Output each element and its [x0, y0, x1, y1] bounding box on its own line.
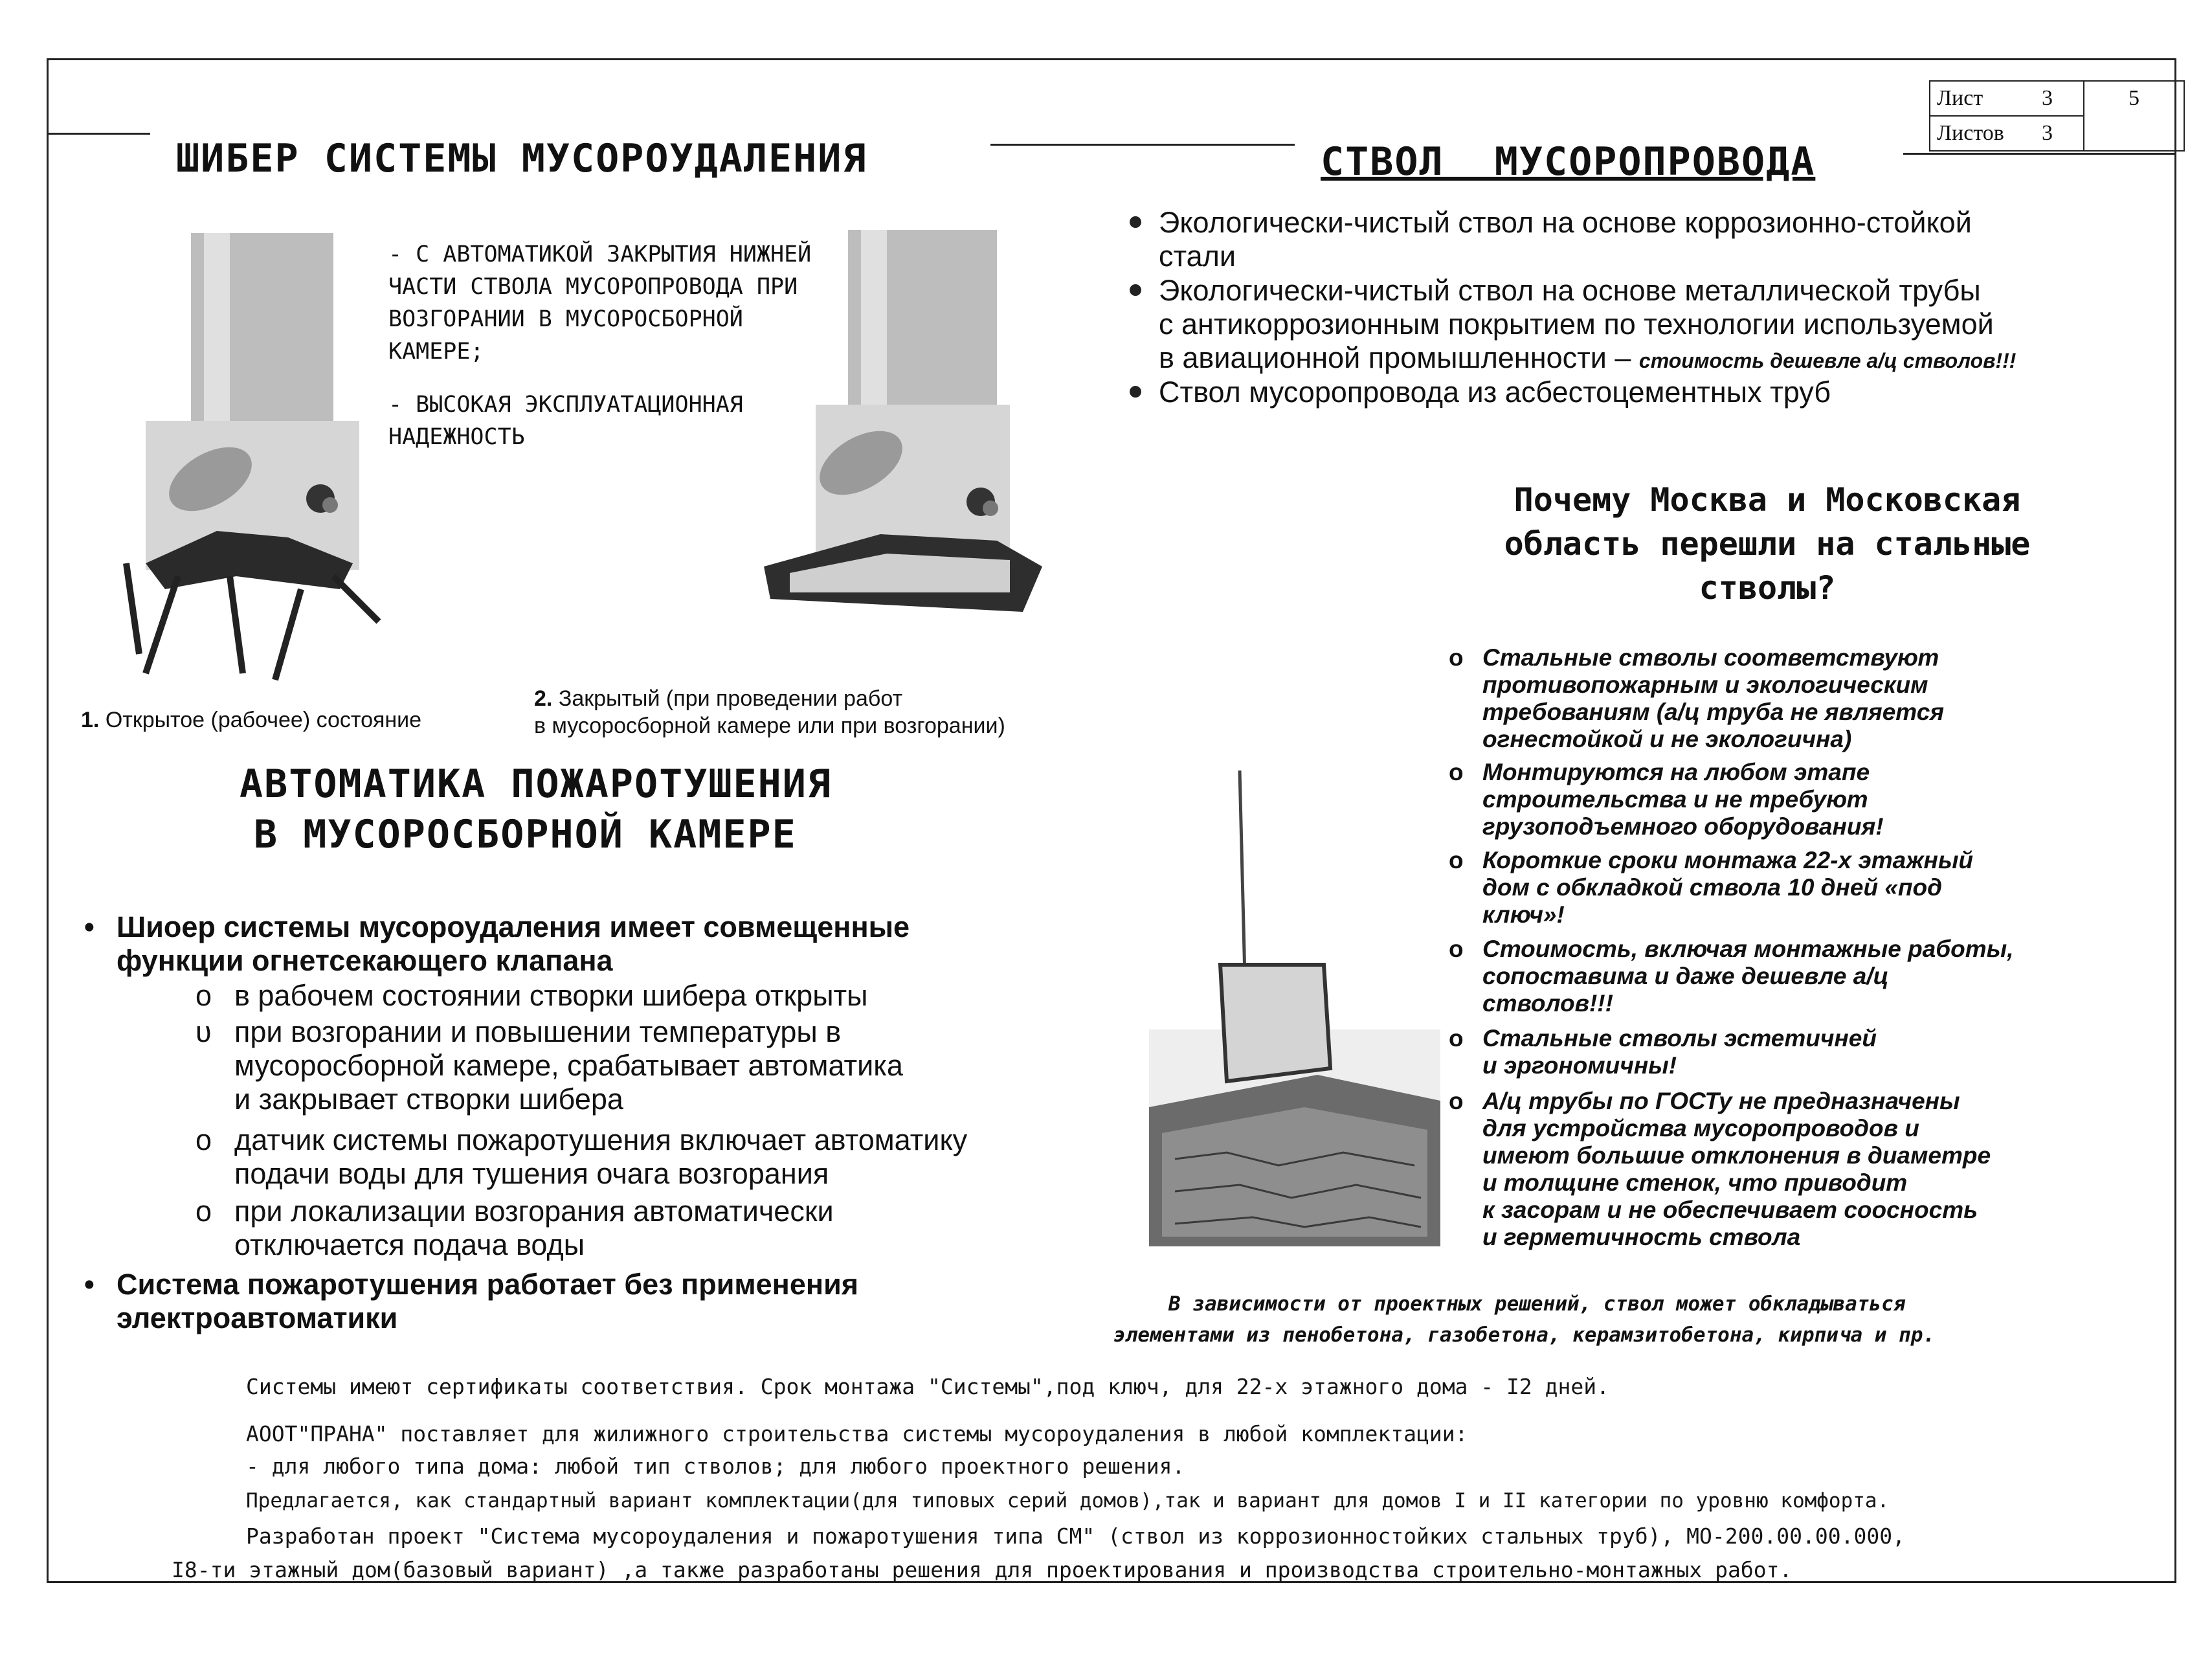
shiber-closed-photo — [751, 230, 1055, 618]
trunk-photo — [1149, 770, 1440, 1246]
sub-item-localize: o при локализации возгорания автоматически отключается подача воды — [196, 1195, 834, 1261]
question-heading: Почему Москва и Московская область перешли на стальные стволы? — [1504, 481, 2031, 607]
trunk-bullet-3: Ствол мусоропровода из асбестоцементных труб — [1130, 376, 2101, 409]
footer-line-3: - для любого типа дома: любой тип стволов; для любого проектного решения. — [246, 1454, 1185, 1479]
trunk-title: СТВОЛ МУСОРОПРОВОДА — [1321, 139, 1816, 185]
trunk-bullet-1: Экологически-чистый ствол на основе коррозионно-стойкой стали — [1130, 206, 2139, 273]
reason-1: o Стальные стволы соответствуют противопожарным и экологическим требованиям (а/ц труба не является огнестойкой и не экологична) — [1449, 644, 1945, 752]
header-rule-left — [47, 133, 150, 135]
trunk-illustration — [1149, 770, 1440, 1246]
caption-open: 1. Открытое (рабочее) состояние — [81, 708, 422, 732]
footer-line-2: АООТ"ПРАНА" поставляет для жилижного строительства системы мусороудаления в любой комплектации: — [246, 1421, 1468, 1446]
sheets-label: Листов — [1937, 121, 2004, 145]
page-number: 5 — [2128, 86, 2139, 110]
shiber-feature-1: - С АВТОМАТИКОЙ ЗАКРЫТИЯ НИЖНЕЙ ЧАСТИ СТВОЛА МУСОРОПРОВОДА ПРИ ВОЗГОРАНИИ В МУСОРОСБОРНОЙ КАМЕРЕ; — [388, 242, 812, 365]
reason-6: o А/ц трубы по ГОСТу не предназначены для устройства мусоропроводов и имеют большие отклонения в диаметре и толщине стенок, что приводит к засорам и не обеспечивает соосность и герметичность ствола — [1449, 1088, 1991, 1250]
shiber-open-illustration — [107, 227, 398, 686]
footer-line-1: Системы имеют сертификаты соответствия. Срок монтажа "Системы",под ключ, для 22-х этажного дома - I2 дней. — [246, 1374, 1609, 1399]
caption-closed: 2. Закрытый (при проведении работ в мусоросборной камере или при возгорании) — [534, 686, 1005, 738]
bullet-no-electro: • Система пожаротушения работает без применения электроавтоматики — [84, 1268, 858, 1334]
sheet-cell — [1929, 80, 2084, 117]
reason-5: o Стальные стволы эстетичней и эргономичны! — [1449, 1025, 1877, 1079]
shiber-closed-illustration — [751, 230, 1055, 618]
sheet-label: Лист — [1937, 86, 1983, 110]
automation-title — [240, 759, 832, 860]
shiber-open-photo — [107, 227, 398, 686]
shiber-title: ШИБЕР СИСТЕМЫ МУСОРОУДАЛЕНИЯ — [176, 136, 867, 181]
reason-2: o Монтируются на любом этапе строительства и не требуют грузоподъемного оборудования! — [1449, 759, 1884, 840]
sub-item-sensor: o датчик системы пожаротушения включает автоматику подачи воды для тушения очага возгорания — [196, 1123, 968, 1190]
sub-item-fire: υ при возгорании и повышении температуры в мусоросборной камере, срабатывает автоматика и закрывает створки шибера — [196, 1015, 903, 1116]
bullet-shiber-functions: • Шиоер системы мусороудаления имеет совмещенные функции огнетсекающего клапана — [84, 910, 910, 977]
cladding-note: В зависимости от проектных решений, ствол может обкладываться элементами из пенобетона, газобетона, керамзитобетона, кирпича и пр. — [1113, 1292, 1936, 1347]
sheet-stamp — [1929, 76, 2185, 154]
sub-item-open: o в рабочем состоянии створки шибера открыты — [196, 979, 868, 1012]
sheets-cell — [1929, 115, 2084, 152]
automation-title-line1: АВТОМАТИКА ПОЖАРОТУШЕНИЯ — [240, 761, 832, 807]
footer-line-4: Предлагается, как стандартный вариант комплектации(для типовых серий домов),так и вариант для домов I и II категории по уровню комфорта. — [246, 1489, 1890, 1512]
sheet-value: 3 — [2042, 86, 2053, 110]
trunk-price-emphasis: стоимость дешевле а/ц стволов!!! — [1638, 349, 2016, 372]
sheets-value: 3 — [2042, 121, 2053, 145]
page-number-cell — [2083, 80, 2185, 152]
trunk-bullet-2: Экологически-чистый ствол на основе металлической трубы с антикоррозионным покрытием по технологии используемой в авиационной промышленности – стоимость дешевле а/ц стволов!!! — [1130, 274, 2165, 377]
footer-line-5: Разработан проект "Система мусороудаления и пожаротушения типа СМ" (ствол из коррозионностойких стальных труб), МО-200.00.00.000, — [246, 1523, 1905, 1549]
shiber-feature-2: - ВЫСОКАЯ ЭКСПЛУАТАЦИОННАЯ НАДЕЖНОСТЬ — [388, 392, 743, 450]
footer-line-6: I8-ти этажный дом(базовый вариант) ,а также разработаны решения для проектирования и производства строительно-монтажных работ. — [172, 1557, 1793, 1582]
automation-title-line2: В МУСОРОСБОРНОЙ КАМЕРЕ — [254, 812, 797, 857]
reason-3: o Короткие сроки монтажа 22-х этажный дом с обкладкой ствола 10 дней «под ключ»! — [1449, 847, 1974, 928]
header-rule-mid — [990, 144, 1295, 146]
reason-4: o Стоимость, включая монтажные работы, сопоставима и даже дешевле а/ц стволов!!! — [1449, 936, 2014, 1017]
